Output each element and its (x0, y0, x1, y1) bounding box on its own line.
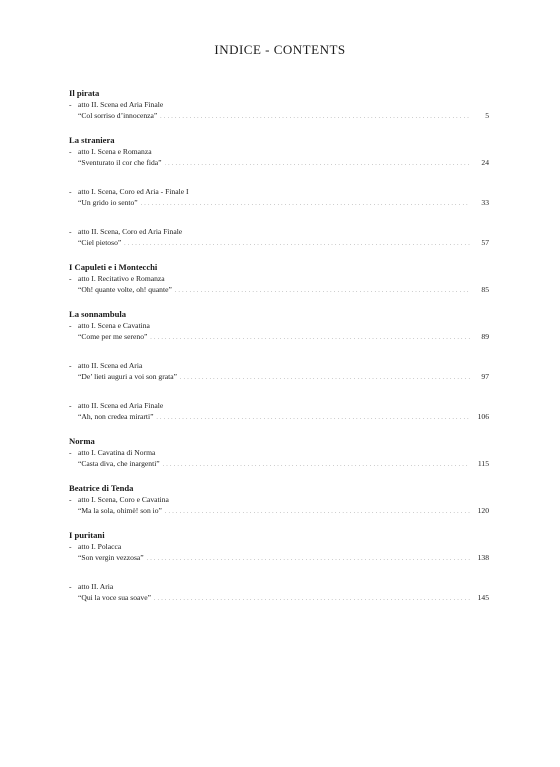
entry-list (69, 274, 489, 297)
entry-list (69, 147, 489, 250)
aria-title: “Col sorriso d’innocenza” (78, 110, 158, 120)
page-number: 24 (481, 157, 489, 167)
entry-detail: atto I. Scena, Coro ed Aria - Finale I (78, 187, 189, 196)
opera-title: La straniera (69, 135, 115, 145)
page-number: 106 (477, 411, 489, 421)
dot-leader (156, 412, 470, 425)
page-number: 138 (477, 552, 489, 562)
page-number: 5 (485, 110, 489, 120)
entry-title-line (69, 158, 489, 171)
entry-detail-line (69, 582, 489, 593)
toc-entry[interactable] (69, 448, 489, 471)
opera-section (69, 483, 489, 518)
opera-title: I puritani (69, 530, 105, 540)
entry-detail: atto I. Polacca (78, 542, 122, 551)
aria-title: “Qui la voce sua soave” (78, 592, 151, 602)
page-number: 57 (481, 237, 489, 247)
page-number: 115 (477, 458, 489, 468)
entry-detail: atto II. Scena, Coro ed Aria Finale (78, 227, 183, 236)
opera-section (69, 135, 489, 250)
dot-leader (154, 593, 470, 606)
toc-entry[interactable] (69, 227, 489, 250)
entry-title-line (69, 111, 489, 124)
dot-leader (124, 238, 470, 251)
entry-list (69, 321, 489, 424)
dot-leader (165, 506, 470, 519)
page-number: 85 (481, 284, 489, 294)
toc-entry[interactable] (69, 321, 489, 344)
page-number: 120 (477, 505, 489, 515)
entry-detail: atto II. Scena ed Aria Finale (78, 100, 164, 109)
entry-title-line (69, 238, 489, 251)
opera-section (69, 262, 489, 297)
toc-entry[interactable] (69, 582, 489, 605)
dot-leader (141, 198, 470, 211)
opera-title: I Capuleti e i Montecchi (69, 262, 158, 272)
entry-dash: - (69, 401, 72, 410)
aria-title: “Come per me sereno” (78, 331, 148, 341)
entry-detail-line (69, 495, 489, 506)
opera-title: La sonnambula (69, 309, 127, 319)
entry-title-line (69, 198, 489, 211)
dot-leader (175, 285, 470, 298)
dot-leader (160, 111, 470, 124)
entry-detail-line (69, 100, 489, 111)
toc-entry[interactable] (69, 542, 489, 565)
page-number: 89 (481, 331, 489, 341)
entry-detail: atto II. Scena ed Aria Finale (78, 401, 164, 410)
toc-entry[interactable] (69, 100, 489, 123)
entry-title-line (69, 372, 489, 385)
entry-list (69, 100, 489, 123)
entry-title-line (69, 285, 489, 298)
entry-title-line (69, 506, 489, 519)
entry-detail: atto I. Recitativo e Romanza (78, 274, 165, 283)
entry-detail-line (69, 542, 489, 553)
aria-title: “Casta diva, che inargenti” (78, 458, 160, 468)
entry-dash: - (69, 542, 72, 551)
entry-detail: atto II. Aria (78, 582, 114, 591)
entry-detail-line (69, 187, 489, 198)
entry-detail: atto I. Scena e Romanza (78, 147, 152, 156)
aria-title: “Son vergin vezzosa” (78, 552, 144, 562)
entry-dash: - (69, 495, 72, 504)
dot-leader (180, 372, 470, 385)
entry-title-line (69, 332, 489, 345)
entry-title-line (69, 459, 489, 472)
entry-dash: - (69, 361, 72, 370)
entry-detail: atto II. Scena ed Aria (78, 361, 143, 370)
toc-entry[interactable] (69, 361, 489, 384)
entry-dash: - (69, 147, 72, 156)
toc-entry[interactable] (69, 147, 489, 170)
entry-detail: atto I. Cavatina di Norma (78, 448, 156, 457)
aria-title: “Ciel pietoso” (78, 237, 122, 247)
dot-leader (163, 459, 470, 472)
aria-title: “De’ lieti auguri a voi son grata” (78, 371, 177, 381)
entry-detail-line (69, 321, 489, 332)
entry-dash: - (69, 274, 72, 283)
aria-title: “Sventurato il cor che fida” (78, 157, 162, 167)
entry-title-line (69, 553, 489, 566)
opera-title: Norma (69, 436, 95, 446)
page-title: INDICE - CONTENTS (214, 42, 346, 57)
entry-detail-line (69, 401, 489, 412)
entry-dash: - (69, 100, 72, 109)
opera-section (69, 530, 489, 605)
entry-detail-line (69, 227, 489, 238)
dot-leader (165, 158, 471, 171)
entry-title-line (69, 593, 489, 606)
dot-leader (147, 553, 470, 566)
opera-section (69, 436, 489, 471)
toc-entry[interactable] (69, 401, 489, 424)
aria-title: “Ah, non credea mirarti” (78, 411, 154, 421)
entry-detail-line (69, 361, 489, 372)
dot-leader (150, 332, 470, 345)
entry-title-line (69, 412, 489, 425)
opera-title: Il pirata (69, 88, 100, 98)
toc-entry[interactable] (69, 495, 489, 518)
entry-dash: - (69, 227, 72, 236)
entry-list (69, 495, 489, 518)
entry-detail-line (69, 274, 489, 285)
entry-detail: atto I. Scena e Cavatina (78, 321, 150, 330)
entry-dash: - (69, 321, 72, 330)
entry-detail: atto I. Scena, Coro e Cavatina (78, 495, 169, 504)
toc-entry[interactable] (69, 274, 489, 297)
opera-section (69, 309, 489, 424)
aria-title: “Un grido io sento” (78, 197, 138, 207)
entry-list (69, 448, 489, 471)
entry-detail-line (69, 147, 489, 158)
toc-entry[interactable] (69, 187, 489, 210)
opera-section (69, 88, 489, 123)
entry-detail-line (69, 448, 489, 459)
page-number: 97 (481, 371, 489, 381)
entry-dash: - (69, 448, 72, 457)
entry-dash: - (69, 582, 72, 591)
aria-title: “Oh! quante volte, oh! quante” (78, 284, 172, 294)
aria-title: “Ma la sola, ohimè! son io” (78, 505, 162, 515)
opera-title: Beatrice di Tenda (69, 483, 134, 493)
entry-list (69, 542, 489, 605)
entry-dash: - (69, 187, 72, 196)
page-number: 145 (477, 592, 489, 602)
page-number: 33 (481, 197, 489, 207)
table-of-contents (69, 88, 489, 617)
